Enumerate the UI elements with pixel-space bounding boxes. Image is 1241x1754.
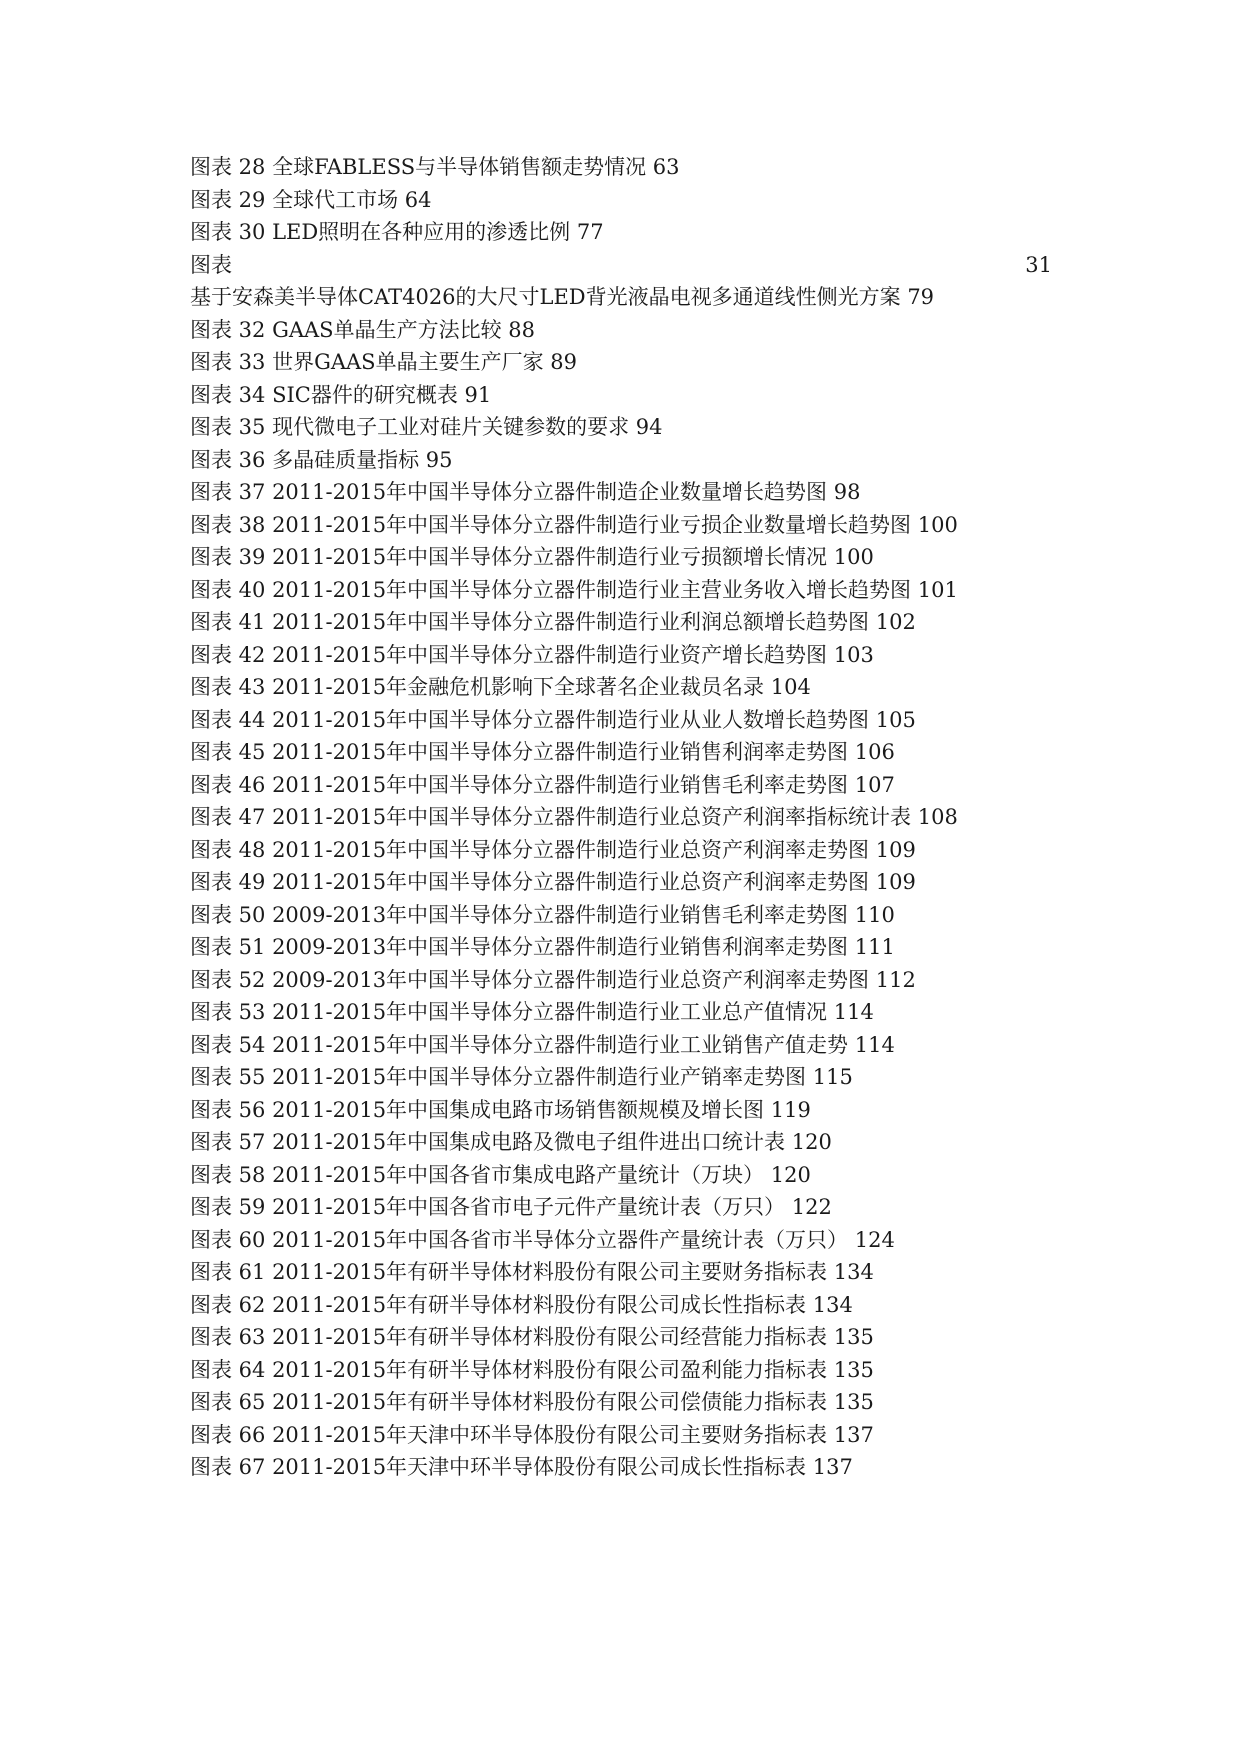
toc-entry-32: 图表 32 GAAS单晶生产方法比较 88 (190, 317, 535, 342)
toc-entry-61: 图表 61 2011-2015年有研半导体材料股份有限公司主要财务指标表 134 (190, 1260, 874, 1284)
toc-entry-38: 图表 38 2011-2015年中国半导体分立器件制造行业亏损企业数量增长趋势图 100 (190, 512, 958, 537)
toc-entry-48: 图表 48 2011-2015年中国半导体分立器件制造行业总资产利润率走势图 109 (190, 837, 916, 862)
toc-entry-29: 图表 29 全球代工市场 64 (190, 187, 432, 212)
toc-entry-33: 图表 33 世界GAAS单晶主要生产厂家 89 (190, 350, 577, 374)
toc-entry-31-text: 基于安森美半导体CAT4026的大尺寸LED背光液晶电视多通道线性侧光方案 79 (190, 285, 935, 309)
toc-entry-31-label: 图表 (190, 252, 232, 277)
toc-entry-31-head (190, 249, 1052, 282)
toc-entry-50: 图表 50 2009-2013年中国半导体分立器件制造行业销售毛利率走势图 110 (190, 902, 895, 927)
toc-entry-57: 图表 57 2011-2015年中国集成电路及微电子组件进出口统计表 120 (190, 1130, 832, 1154)
toc-entry-55: 图表 55 2011-2015年中国半导体分立器件制造行业产销率走势图 115 (190, 1065, 853, 1089)
toc-entry-35: 图表 35 现代微电子工业对硅片关键参数的要求 94 (190, 415, 663, 439)
toc-entry-52: 图表 52 2009-2013年中国半导体分立器件制造行业总资产利润率走势图 112 (190, 967, 916, 992)
toc-entry-30: 图表 30 LED照明在各种应用的渗透比例 77 (190, 220, 604, 244)
toc-entry-43: 图表 43 2011-2015年金融危机影响下全球著名企业裁员名录 104 (190, 675, 811, 699)
toc-entry-34: 图表 34 SIC器件的研究概表 91 (190, 382, 492, 407)
toc-entry-36: 图表 36 多晶硅质量指标 95 (190, 447, 453, 472)
toc-entry-31-number: 31 (1025, 252, 1052, 277)
toc-entry-51: 图表 51 2009-2013年中国半导体分立器件制造行业销售利润率走势图 111 (190, 935, 895, 959)
toc-entry-65: 图表 65 2011-2015年有研半导体材料股份有限公司偿债能力指标表 135 (190, 1390, 874, 1414)
toc-entry-44: 图表 44 2011-2015年中国半导体分立器件制造行业从业人数增长趋势图 105 (190, 707, 916, 732)
toc-entry-40: 图表 40 2011-2015年中国半导体分立器件制造行业主营业务收入增长趋势图 101 (190, 577, 958, 602)
toc-entry-49: 图表 49 2011-2015年中国半导体分立器件制造行业总资产利润率走势图 109 (190, 870, 916, 894)
toc-entry-60: 图表 60 2011-2015年中国各省市半导体分立器件产量统计表（万只） 124 (190, 1227, 895, 1252)
toc-entry-58: 图表 58 2011-2015年中国各省市集成电路产量统计（万块） 120 (190, 1162, 811, 1187)
toc-entry-37: 图表 37 2011-2015年中国半导体分立器件制造企业数量增长趋势图 98 (190, 480, 861, 504)
toc-entry-63: 图表 63 2011-2015年有研半导体材料股份有限公司经营能力指标表 135 (190, 1325, 874, 1349)
toc-entry-64: 图表 64 2011-2015年有研半导体材料股份有限公司盈利能力指标表 135 (190, 1357, 874, 1382)
toc-entry-62: 图表 62 2011-2015年有研半导体材料股份有限公司成长性指标表 134 (190, 1292, 853, 1317)
toc-entry-47: 图表 47 2011-2015年中国半导体分立器件制造行业总资产利润率指标统计表 108 (190, 805, 958, 829)
toc-entry-59: 图表 59 2011-2015年中国各省市电子元件产量统计表（万只） 122 (190, 1195, 832, 1219)
toc-entry-66: 图表 66 2011-2015年天津中环半导体股份有限公司主要财务指标表 137 (190, 1422, 874, 1447)
toc-entry-54: 图表 54 2011-2015年中国半导体分立器件制造行业工业销售产值走势 114 (190, 1032, 895, 1057)
toc-entry-28: 图表 28 全球FABLESS与半导体销售额走势情况 63 (190, 155, 680, 179)
toc-entry-56: 图表 56 2011-2015年中国集成电路市场销售额规模及增长图 119 (190, 1097, 811, 1122)
toc-entry-67: 图表 67 2011-2015年天津中环半导体股份有限公司成长性指标表 137 (190, 1455, 853, 1479)
toc-entry-41: 图表 41 2011-2015年中国半导体分立器件制造行业利润总额增长趋势图 102 (190, 610, 916, 634)
toc-entry-42: 图表 42 2011-2015年中国半导体分立器件制造行业资产增长趋势图 103 (190, 642, 874, 667)
toc-entry-46: 图表 46 2011-2015年中国半导体分立器件制造行业销售毛利率走势图 107 (190, 772, 895, 797)
toc-list (190, 151, 1052, 1484)
toc-entry-53: 图表 53 2011-2015年中国半导体分立器件制造行业工业总产值情况 114 (190, 1000, 874, 1024)
toc-entry-45: 图表 45 2011-2015年中国半导体分立器件制造行业销售利润率走势图 106 (190, 740, 895, 764)
toc-entry-39: 图表 39 2011-2015年中国半导体分立器件制造行业亏损额增长情况 100 (190, 545, 874, 569)
